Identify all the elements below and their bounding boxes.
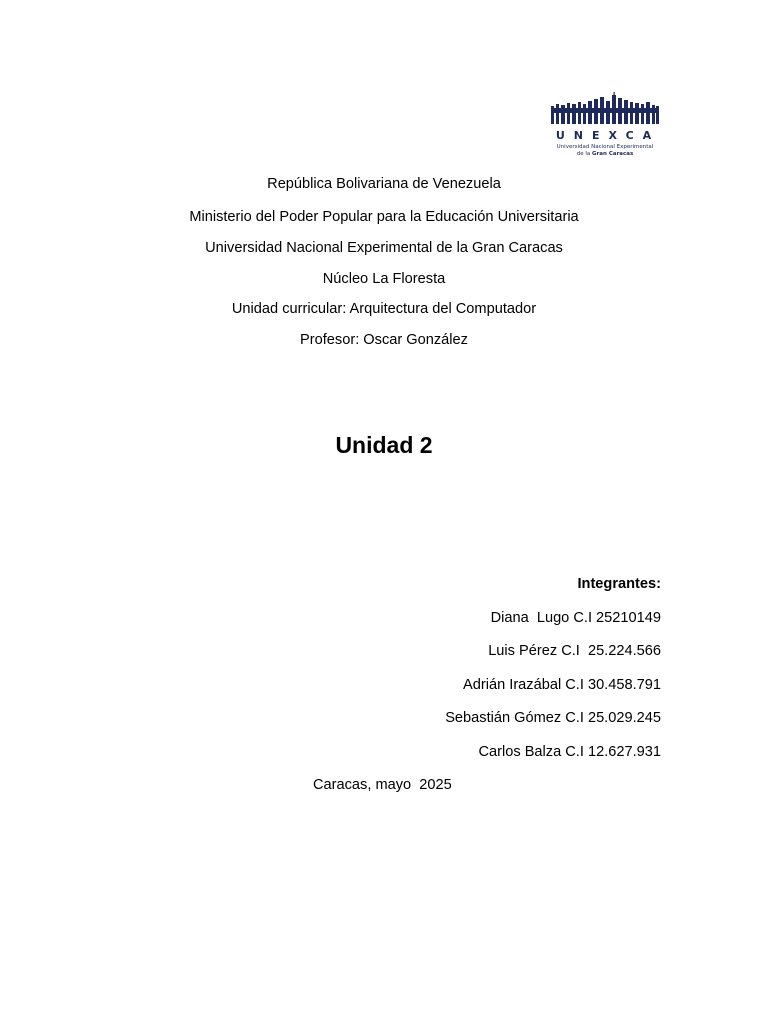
member-item: Luis Pérez C.I 25.224.566 <box>488 643 661 659</box>
header-university: Universidad Nacional Experimental de la Gran Caracas <box>205 240 563 256</box>
member-item: Diana Lugo C.I 25210149 <box>490 610 661 626</box>
building-skyline-icon <box>548 92 662 128</box>
logo-subtitle-prefix: de la <box>576 151 593 157</box>
header-professor: Profesor: Oscar González <box>300 332 468 348</box>
place-date: Caracas, mayo 2025 <box>313 777 452 793</box>
member-item: Sebastián Gómez C.I 25.029.245 <box>445 710 661 726</box>
logo-wordmark: UNEXCA <box>555 129 661 142</box>
unexca-logo <box>548 92 662 162</box>
header-republic: República Bolivariana de Venezuela <box>267 176 501 192</box>
document-title: Unidad 2 <box>335 432 433 458</box>
header-ministry: Ministerio del Poder Popular para la Educación Universitaria <box>189 209 579 225</box>
header-nucleo: Núcleo La Floresta <box>322 271 446 287</box>
header-course: Unidad curricular: Arquitectura del Computador <box>231 301 537 317</box>
member-item: Carlos Balza C.I 12.627.931 <box>478 744 661 760</box>
member-item: Adrián Irazábal C.I 30.458.791 <box>463 677 661 693</box>
logo-subtitle-line1: Universidad Nacional Experimental <box>556 144 654 150</box>
logo-subtitle-bold: Gran Caracas <box>592 151 634 157</box>
logo-subtitle-line2 <box>548 151 662 157</box>
members-heading: Integrantes: <box>577 576 661 592</box>
